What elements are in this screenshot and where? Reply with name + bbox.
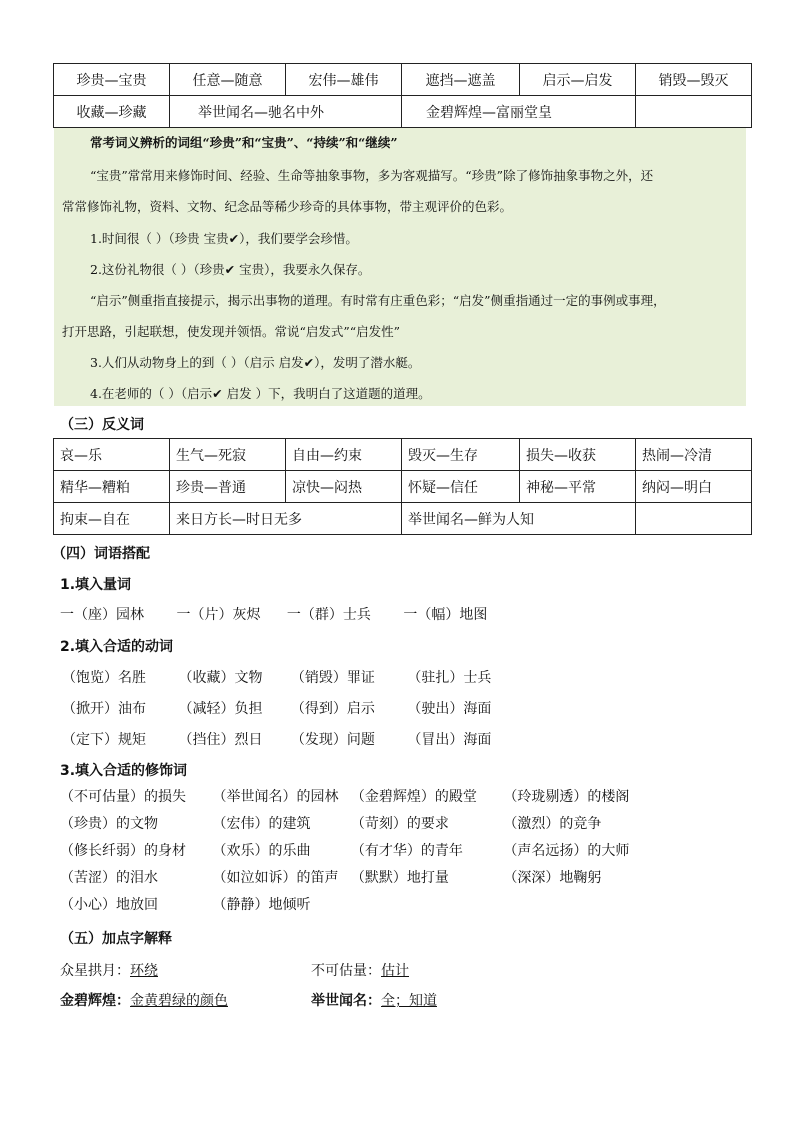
term: 不可估量：: [311, 963, 381, 979]
list-item: （举世闻名）的园林: [212, 789, 339, 805]
word-row: [60, 894, 310, 914]
analysis-question: 1.时间很（ ）（珍贵 宝贵✔），我们要学会珍惜。: [90, 231, 358, 246]
table-cell: 热闹—冷清: [636, 439, 752, 471]
list-item: （苛刻）的要求: [350, 816, 449, 832]
list-item: （发现）问题: [290, 732, 375, 748]
analysis-question: 2.这份礼物很（ ）（珍贵✔ 宝贵），我要永久保存。: [90, 262, 371, 277]
analysis-paragraph: “宝贵”常常用来修饰时间、经验、生命等抽象事物，多为客观描写。“珍贵”除了修饰抽象事物之外，还: [90, 168, 654, 183]
list-item: 一（群）士兵: [286, 607, 371, 623]
definition-item: [60, 960, 158, 980]
synonym-table: [53, 63, 752, 128]
section-heading: （三）反义词: [60, 417, 144, 433]
table-cell: 珍贵—宝贵: [54, 64, 170, 96]
list-item: （声名远扬）的大师: [503, 843, 630, 859]
list-item: （掀开）油布: [62, 701, 146, 717]
table-cell: [636, 503, 752, 535]
analysis-paragraph: 常常修饰礼物，资料、文物、纪念品等稀少珍奇的具体事物，带主观评价的色彩。: [62, 199, 513, 214]
list-item: 一（座）园林: [60, 607, 144, 623]
table-cell: 来日方长—时日无多: [170, 503, 402, 535]
list-item: （静静）地倾听: [212, 897, 311, 913]
table-cell: 毁灭—生存: [402, 439, 520, 471]
list-item: （苦涩）的泪水: [60, 870, 158, 886]
term: 众星拱月：: [60, 963, 130, 979]
subsection-title: 1.填入量词: [60, 577, 132, 593]
table-cell: 遮挡—遮盖: [402, 64, 520, 96]
section-heading: （五）加点字解释: [60, 931, 172, 947]
table-cell: 启示—启发: [520, 64, 636, 96]
analysis-paragraph: “启示”侧重指直接提示，揭示出事物的道理。有时常有庄重色彩；“启发”侧重指通过一定的事例或事理，: [90, 293, 666, 308]
word-row: [62, 729, 491, 749]
table-cell: 销毁—毁灭: [636, 64, 752, 96]
table-row: [54, 439, 752, 471]
analysis-paragraph: 打开思路，引起联想，使发现并领悟。常说“启发式”“启发性”: [62, 324, 401, 339]
word-row: [62, 667, 491, 687]
list-item: （销毁）罪证: [290, 670, 375, 686]
list-item: （挡住）烈日: [178, 732, 263, 748]
definition-item: [311, 990, 437, 1010]
list-item: （冒出）海面: [407, 732, 492, 748]
table-cell: 生气—死寂: [170, 439, 286, 471]
definition-item: [311, 960, 409, 980]
list-item: （珍贵）的文物: [60, 816, 158, 832]
analysis-question: 3.人们从动物身上的到（ ）（启示 启发✔），发明了潜水艇。: [90, 355, 421, 370]
list-item: （饱览）名胜: [62, 670, 146, 686]
list-item: （驻扎）士兵: [407, 670, 492, 686]
table-row: [54, 96, 752, 128]
definition-item: [60, 990, 228, 1010]
section-heading: （四）词语搭配: [52, 546, 150, 562]
table-cell: 拘束—自在: [54, 503, 170, 535]
table-cell: 宏伟—雄伟: [286, 64, 402, 96]
list-item: （减轻）负担: [178, 701, 263, 717]
table-cell: 收藏—珍藏: [54, 96, 170, 128]
list-item: （如泣如诉）的笛声: [212, 870, 339, 886]
meaning: 估计: [381, 963, 409, 979]
table-row: [54, 503, 752, 535]
list-item: （激烈）的竞争: [503, 816, 602, 832]
analysis-title: 常考词义辨析的词组“珍贵”和“宝贵”、“持续”和“继续”: [90, 135, 398, 150]
list-item: （宏伟）的建筑: [212, 816, 311, 832]
table-cell: 哀—乐: [54, 439, 170, 471]
table-cell: 珍贵—普通: [170, 471, 286, 503]
meaning: 全；知道: [381, 993, 437, 1009]
list-item: （修长纤弱）的身材: [60, 843, 186, 859]
subsection-title: 3.填入合适的修饰词: [60, 763, 188, 779]
table-cell: 举世闻名—鲜为人知: [402, 503, 636, 535]
table-cell: 神秘—平常: [520, 471, 636, 503]
list-item: （收藏）文物: [178, 670, 263, 686]
list-item: （驶出）海面: [407, 701, 492, 717]
meaning: 环绕: [130, 963, 158, 979]
table-cell: 举世闻名—驰名中外: [170, 96, 402, 128]
list-item: （小心）地放回: [60, 897, 158, 913]
word-row: [60, 813, 601, 833]
list-item: 一（幅）地图: [403, 607, 488, 623]
analysis-question: 4.在老师的（ ）（启示✔ 启发 ）下，我明白了这道题的道理。: [90, 386, 431, 401]
table-cell: 金碧辉煌—富丽堂皇: [402, 96, 636, 128]
table-cell: [636, 96, 752, 128]
table-cell: 任意—随意: [170, 64, 286, 96]
word-row: [62, 698, 491, 718]
table-cell: 纳闷—明白: [636, 471, 752, 503]
table-row: [54, 64, 752, 96]
table-row: [54, 471, 752, 503]
term: 金碧辉煌：: [60, 993, 130, 1009]
list-item: （定下）规矩: [62, 732, 146, 748]
list-item: （欢乐）的乐曲: [212, 843, 311, 859]
word-row: [60, 786, 629, 806]
table-cell: 怀疑—信任: [402, 471, 520, 503]
list-item: （默默）地打量: [350, 870, 449, 886]
list-item: （玲珑剔透）的楼阁: [503, 789, 630, 805]
antonym-table: [53, 438, 752, 535]
table-cell: 损失—收获: [520, 439, 636, 471]
word-row: [60, 840, 629, 860]
list-item: （不可估量）的损失: [60, 789, 186, 805]
meaning: 金黄碧绿的颜色: [130, 993, 228, 1009]
list-item: （金碧辉煌）的殿堂: [350, 789, 477, 805]
table-cell: 凉快—闷热: [286, 471, 402, 503]
word-row: [60, 867, 601, 887]
list-item: （有才华）的青年: [350, 843, 463, 859]
table-cell: 精华—糟粕: [54, 471, 170, 503]
list-item: 一（片）灰烬: [176, 607, 261, 623]
term: 举世闻名：: [311, 993, 381, 1009]
list-item: （深深）地鞠躬: [503, 870, 602, 886]
list-item: （得到）启示: [290, 701, 375, 717]
subsection-title: 2.填入合适的动词: [60, 639, 174, 655]
word-row: [60, 604, 487, 624]
table-cell: 自由—约束: [286, 439, 402, 471]
